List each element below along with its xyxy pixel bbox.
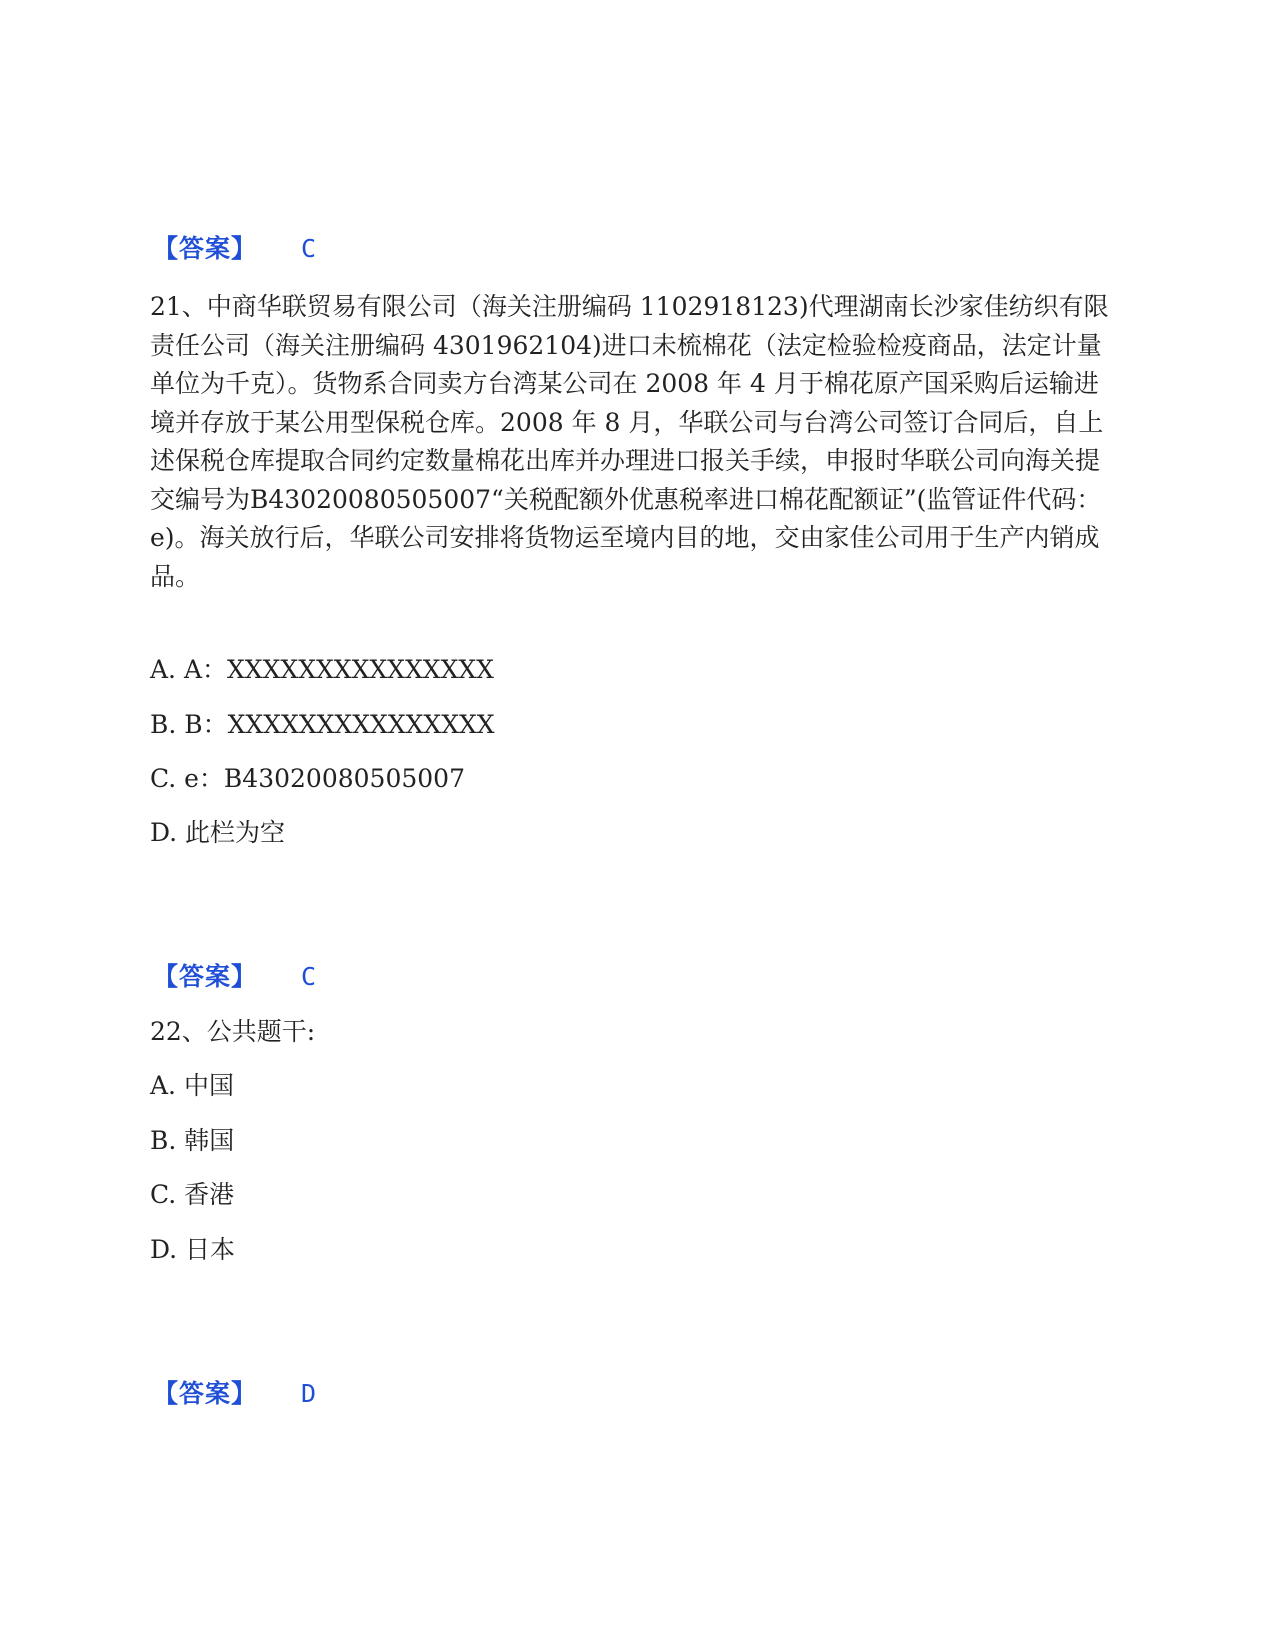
question-22-option-a: A. 中国 [150,1071,234,1100]
answer-tag: 【答案】 [153,1379,258,1408]
question-21-option-c: C. e：B43020080505007 [150,764,465,793]
question-22-option-b: B. 韩国 [150,1126,235,1155]
question-22-option-c: C. 香港 [150,1180,235,1209]
answer-line-21 [153,959,316,995]
answer-tag: 【答案】 [153,234,258,263]
answer-line-top [153,231,316,267]
answer-value: D [301,1379,317,1408]
question-21-stem: 21、中商华联贸易有限公司（海关注册编码 1102918123)代理湖南长沙家佳纺织有限责任公司（海关注册编码 4301962104)进口未梳棉花（法定检验检疫商品，法定计量单位为千克）。货物系合同卖方台湾某公司在 2008 年 4 月于棉花原产国采购后运输进境并存放于某公用型保税仓库。2008 年 8 月，华联公司与台湾公司签订合同后，自上述保税仓库提取合同约定数量棉花出库并办理进口报关手续，申报时华联公司向海关提交编号为B43020080505007“关税配额外优惠税率进口棉花配额证”(监管证件代码：e)。海关放行后，华联公司安排将货物运至境内目的地，交由家佳公司用于生产内销成品。 [150,292,1109,591]
question-22-option-d: D. 日本 [150,1235,236,1264]
question-21-option-b: B. B：XXXXXXXXXXXXXXX [150,710,495,739]
answer-value: C [301,234,317,263]
question-21-option-a: A. A：XXXXXXXXXXXXXXX [150,655,494,684]
question-21-option-d: D. 此栏为空 [150,818,286,847]
question-22-stem: 22、公共题干: [150,1017,316,1046]
answer-value: C [301,962,317,991]
answer-tag: 【答案】 [153,962,258,991]
answer-line-22 [153,1376,316,1412]
